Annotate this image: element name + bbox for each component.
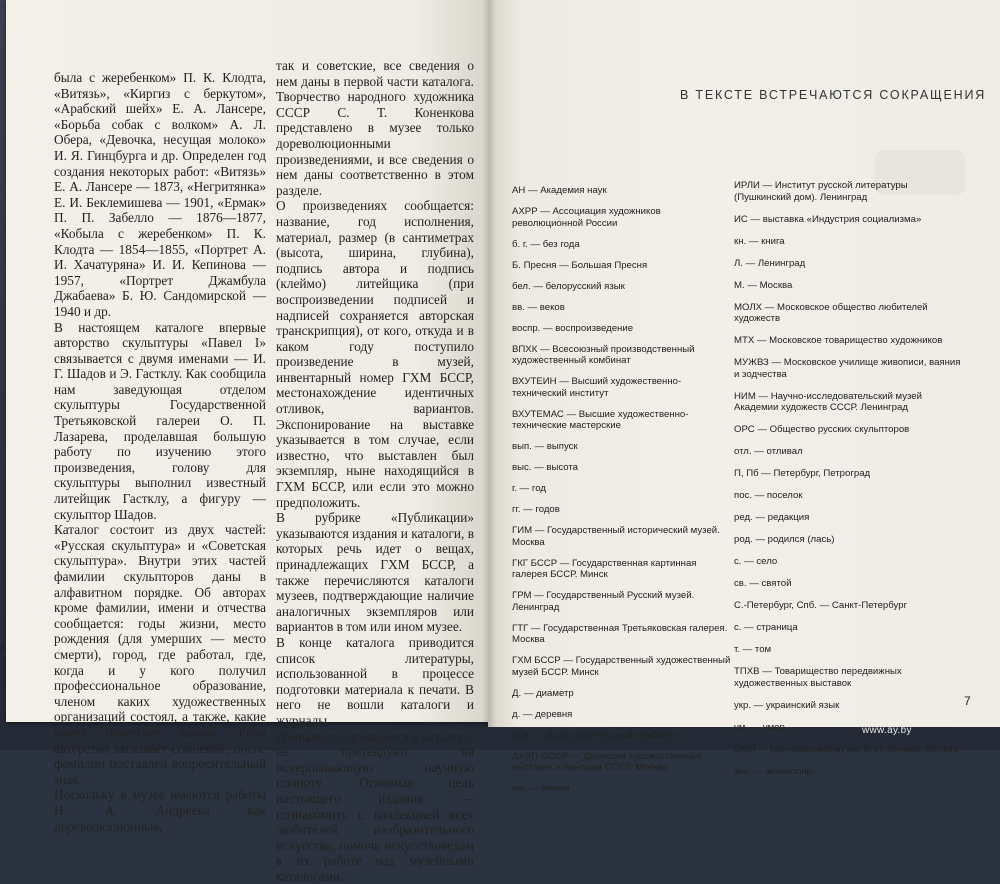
paragraph: В конце каталога приводится список литературы, использованной в процессе подготовки материала к печати. В него не вошли каталоги и журналы. (276, 634, 474, 728)
abbreviations-heading: В ТЕКСТЕ ВСТРЕЧАЮТСЯ СОКРАЩЕНИЯ (680, 88, 987, 102)
abbreviation-entry: ЦМЛ — Центральный музей В. И. Ленина. Москва (734, 743, 959, 755)
abbreviation-entry: кн. — книга (734, 235, 785, 247)
abbreviation-entry: выс. — высота (512, 462, 579, 473)
abbreviation-entry: пос. — поселок (734, 490, 803, 501)
abbreviation-entry: ТПХВ — Товарищество передвижных художественных выставок (734, 666, 902, 689)
abbreviation-entry: ДОК — Домостроительный комбинат (512, 729, 678, 741)
abbreviation-entry: ГРМ — Государственный Русский музей. Ленинград (512, 590, 695, 613)
abbreviation-entry: Б. Пресня — Большая Пресня (512, 259, 648, 271)
abbreviation-entry: Л. — Ленинград (734, 257, 806, 269)
abbreviation-entry: ВПХК — Всесоюзный производственный художественный комбинат (512, 343, 695, 366)
abbreviation-entry: МОЛХ — Московское общество любителей художеств (734, 301, 928, 324)
abbreviation-entry: с. — страница (734, 622, 798, 633)
paragraph: так и советские, все сведения о нем даны в первой части каталога. Творчество народного художника СССР С. Т. Коненкова представлено в музее только дореволюционными произведениями, и все сведения о нем даны соответственно в этом разделе. (276, 58, 474, 198)
book-gutter (482, 0, 496, 727)
watermark: www.ay.by (862, 725, 912, 736)
abbreviation-entry: г. — год (512, 483, 546, 494)
abbreviation-entry: им. — имени (512, 783, 570, 794)
abbreviations-list-left (512, 185, 732, 804)
abbreviation-entry: экз. — экземпляр (734, 765, 812, 777)
page-number: 7 (964, 694, 971, 708)
abbreviation-entry: т. — том (734, 644, 772, 655)
abbreviation-entry: вып. — выпуск (512, 441, 578, 452)
abbreviation-entry: с. — село (734, 556, 778, 567)
abbreviation-entry: укр. — украинский язык (734, 699, 840, 711)
abbreviation-entry: б. г. — без года (512, 238, 580, 250)
abbreviation-entry: НИМ — Научно-исследовательский музей Академии художеств СССР. Ленинград (734, 390, 923, 413)
abbreviation-entry: ОРС — Общество русских скульпторов (734, 424, 910, 435)
abbreviation-entry: ВХУТЕИН — Высший художественно-технический институт (512, 376, 682, 399)
abbreviation-entry: ГИМ — Государственный исторический музей. Москва (512, 525, 720, 548)
abbreviation-entry: АХРР — Ассоциация художников революционной России (512, 206, 661, 229)
abbreviation-entry: ИС — выставка «Индустрия социализма» (734, 213, 922, 225)
abbreviation-entry: ум. — умер (734, 721, 785, 733)
abbreviation-entry: С.-Петербург, Спб. — Санкт-Петербург (734, 600, 908, 611)
abbreviation-entry: воспр. — воспроизведение (512, 322, 634, 334)
abbreviation-entry: П, Пб — Петербург, Петроград (734, 468, 871, 479)
abbreviation-entry: ГХМ БССР — Государственный художественный музей БССР. Минск (512, 655, 731, 678)
abbreviation-entry: ред. — редакция (734, 512, 810, 523)
left-page-column-1 (54, 70, 266, 834)
abbreviation-entry: ВХУТЕМАС — Высшие художественно-технические мастерские (512, 408, 689, 431)
abbreviation-entry: ГКГ БССР — Государственная картинная галерея БССР. Минск (512, 557, 697, 580)
abbreviation-entry: д. — деревня (512, 708, 573, 720)
abbreviation-entry: М. — Москва (734, 279, 793, 291)
abbreviation-entry: МТХ — Московское товарищество художников (734, 335, 943, 346)
abbreviation-entry: Д. — диаметр (512, 687, 574, 699)
paragraph: В настоящем каталоге впервые авторство скульптуры «Павел I» связывается с двумя именами — И. Г. Шадов и Э. Гастклу. Как сообщила нам заведующая отделом скульптуры Государственной Третьяковской галереи О. П. Лазарева, проделавшая большую работу по изучению этого произведения, голову для скульптуры выполнил известный литейщик Гастклу, а фигуру — скульптор Шадов. (54, 319, 266, 522)
abbreviation-entry: ИРЛИ — Институт русской литературы (Пушкинский дом). Ленинград (734, 180, 908, 203)
paragraph: была с жеребенком» П. К. Клодта, «Витязь», «Киргиз с беркутом», «Арабский шейх» Е. А. Лансере, «Борьба собак с волком» А. Л. Обера, «Девочка, несущая молоко» И. Я. Гинцбурга и др. Определен год создания некоторых работ: «Витязь» Е. А. Лансере — 1873, «Негритянка» Е. И. Беклемишева — 1901, «Ермак» П. П. Забелло — 1876—1877, «Кобыла с жеребенком» П. К. Клодта — 1854—1855, «Портрет А. И. Хачатуряна» И. И. Кепинова — 1957, «Портрет Джамбула Джабаева» Б. Ю. Сандомирской — 1940 и др. (54, 70, 266, 319)
paragraph: О произведениях сообщается: название, год исполнения, материал, размер (в сантиметрах (высота, ширина, глубина), подпись автора и подпись (клеймо) литейщика (при воспроизведении подписей и надписей сохраняется авторская транскрипция), от кого, откуда и в каком году поступило произведение в музей, инвентарный номер ГХМ БССР, местонахождение идентичных отливок, вариантов. Экспонирование на выставке указывается в том случае, если известно, что выставлен был экземпляр, ныне находящийся в ГХМ БССР, или если это можно предположить. (276, 198, 474, 510)
abbreviation-entry: гг. — годов (512, 504, 560, 515)
abbreviation-entry: бел. — белорусский язык (512, 280, 625, 292)
paragraph: Каталог состоит из двух частей: «Русская скульптура» и «Советская скульптура». Внутри этих частей фамилии скульпторов даны в алфавитном порядке. Об авторах кроме фамилии, имени и отчества сообщается: годы жизни, место рождения (для умерших — место смерти), город, где работал, где, когда и у кого получил профессиональное образование, членом каких художественных организаций состоял, а также, какие имеет почетные звания. Если авторство вызывает сомнение, после фамилии поставлен вопросительный знак. (54, 522, 266, 787)
paragraph: Поскольку в музее имеются работы Н. А. Андреева как дореволюционные, (54, 787, 266, 834)
abbreviation-entry: АН — Академия наук (512, 185, 607, 196)
paragraph: В рубрике «Публикации» указываются издания и каталоги, в которых речь идет о вещах, принадлежащих ГХМ БССР, а также перечисляются каталоги музеев, подтверждающие наличие аналогичных экземпляров или вариантов в том или ином музее. (276, 510, 474, 635)
left-page-column-2 (276, 58, 474, 884)
stray-character: р (0, 642, 7, 654)
paragraph: Данные, содержащиеся в каталоге, не претендуют на исчерпывающую научную полноту. Основная цель настоящего издания — познакомить с коллекцией всех любителей изобразительного искусства, помочь искусствоведам в их работе над музейными каталогами. (276, 728, 474, 884)
abbreviation-entry: отл. — отливал (734, 446, 803, 457)
abbreviation-entry: МУЖВЗ — Московское училище живописи, ваяния и зодчества (734, 357, 961, 380)
abbreviation-entry: ДХВП СССР — Дирекция художественных выставок и панорам СССР. Москва (512, 750, 703, 773)
abbreviation-entry: ГТГ — Государственная Третьяковская галерея. Москва (512, 622, 728, 645)
abbreviation-entry: род. — родился (лась) (734, 534, 835, 545)
abbreviation-entry: вв. — веков (512, 301, 565, 313)
abbreviations-list-right (734, 180, 962, 788)
abbreviation-entry: св. — святой (734, 578, 792, 589)
